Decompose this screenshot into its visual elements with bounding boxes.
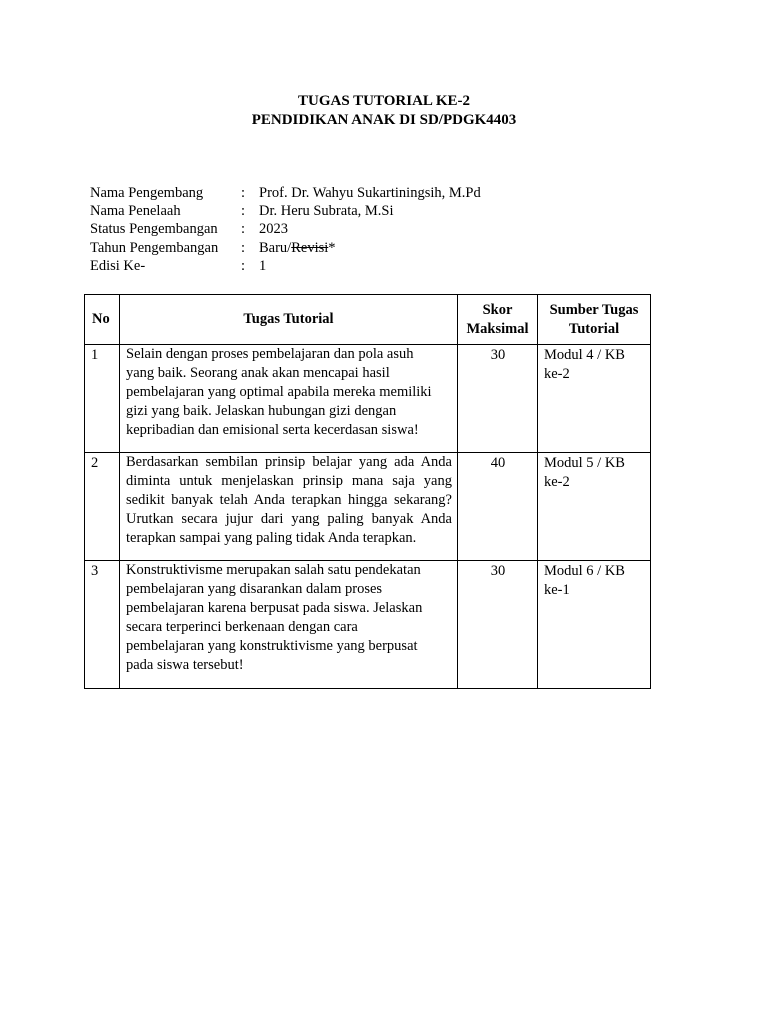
row-score: 30 <box>458 345 538 453</box>
meta-value: 2023 <box>259 221 288 238</box>
meta-colon: : <box>241 203 246 220</box>
task-line: Konstruktivisme merupakan salah satu pendekatan <box>126 562 421 578</box>
header-source <box>538 295 651 345</box>
meta-row-reviewer <box>90 202 481 220</box>
meta-value-asterisk: * <box>328 239 336 256</box>
header-max-score <box>458 295 538 345</box>
header-task: Tugas Tutorial <box>120 295 458 345</box>
row-score: 30 <box>458 561 538 689</box>
meta-value <box>259 239 481 257</box>
meta-label: Nama Pengembang <box>90 185 204 201</box>
table-row <box>85 453 651 561</box>
source-line: ke-2 <box>544 366 570 382</box>
header-score-line1: Skor <box>482 301 513 318</box>
row-source <box>538 561 651 689</box>
row-source <box>538 453 651 561</box>
meta-row-developer <box>90 184 481 202</box>
meta-label: Nama Penelaah <box>90 203 181 220</box>
header-score-line2: Maksimal <box>466 320 529 337</box>
document-subtitle: PENDIDIKAN ANAK DI SD/PDGK4403 <box>251 112 517 128</box>
meta-row-edition <box>90 257 481 275</box>
task-line: Berdasarkan sembilan prinsip belajar yang ada Anda <box>126 454 452 470</box>
meta-colon: : <box>241 185 246 201</box>
task-line: diminta untuk menjelaskan prinsip mana saja yang <box>126 473 452 489</box>
task-line: gizi yang baik. Jelaskan hubungan gizi dengan <box>126 403 397 419</box>
task-line: kepribadian dan emisional serta kecerdasan siswa! <box>126 422 419 438</box>
meta-value-revision-struck: Revisi <box>291 239 329 256</box>
task-line: pada siswa tersebut! <box>126 657 244 673</box>
task-line: Selain dengan proses pembelajaran dan pola asuh <box>126 346 414 362</box>
meta-value: Prof. Dr. Wahyu Sukartiningsih, M.Pd <box>259 185 481 201</box>
header-no: No <box>85 295 120 345</box>
metadata-table <box>90 184 481 275</box>
row-task <box>120 453 458 561</box>
table-row <box>85 345 651 453</box>
header-source-line2: Tutorial <box>568 320 620 337</box>
task-line: sedikit banyak telah Anda terapkan hingga sekarang? <box>126 492 452 508</box>
meta-label: Status Pengembangan <box>90 221 218 238</box>
header-source-line1: Sumber Tugas <box>549 301 639 318</box>
row-no: 3 <box>85 561 120 689</box>
row-no: 1 <box>85 345 120 453</box>
task-line: pembelajaran yang disarankan dalam proses <box>126 581 383 597</box>
meta-colon: : <box>241 257 246 274</box>
task-line: yang baik. Seorang anak akan mencapai hasil <box>126 365 390 381</box>
source-line: Modul 5 / KB <box>544 455 625 471</box>
meta-value-new: Baru/ <box>259 239 292 256</box>
meta-colon: : <box>241 221 246 238</box>
table-row <box>85 561 651 689</box>
meta-row-status <box>90 220 481 238</box>
row-no: 2 <box>85 453 120 561</box>
meta-value: 1 <box>259 257 267 274</box>
meta-row-year <box>90 239 481 257</box>
task-line: terapkan sampai yang paling tidak Anda terapkan. <box>126 530 417 546</box>
tutorial-tasks-table <box>84 294 651 689</box>
task-line: Urutkan secara jujur dari yang paling banyak Anda <box>126 511 452 527</box>
task-line: pembelajaran yang konstruktivisme yang berpusat <box>126 638 418 654</box>
task-line: secara terperinci berkenaan dengan cara <box>126 619 358 635</box>
task-line: pembelajaran yang optimal apabila mereka memiliki <box>126 384 432 400</box>
row-task <box>120 345 458 453</box>
row-score: 40 <box>458 453 538 561</box>
meta-colon: : <box>241 239 246 256</box>
meta-label: Edisi Ke- <box>90 257 146 274</box>
source-line: Modul 6 / KB <box>544 563 625 579</box>
row-source <box>538 345 651 453</box>
source-line: ke-1 <box>544 582 570 598</box>
table-header-row <box>85 295 651 345</box>
meta-label: Tahun Pengembangan <box>90 239 219 256</box>
task-line: pembelajaran karena berpusat pada siswa. Jelaskan <box>126 600 423 616</box>
source-line: Modul 4 / KB <box>544 347 625 363</box>
row-task <box>120 561 458 689</box>
source-line: ke-2 <box>544 474 570 490</box>
document-title: TUGAS TUTORIAL KE-2 <box>298 93 470 109</box>
meta-value: Dr. Heru Subrata, M.Si <box>259 203 394 220</box>
